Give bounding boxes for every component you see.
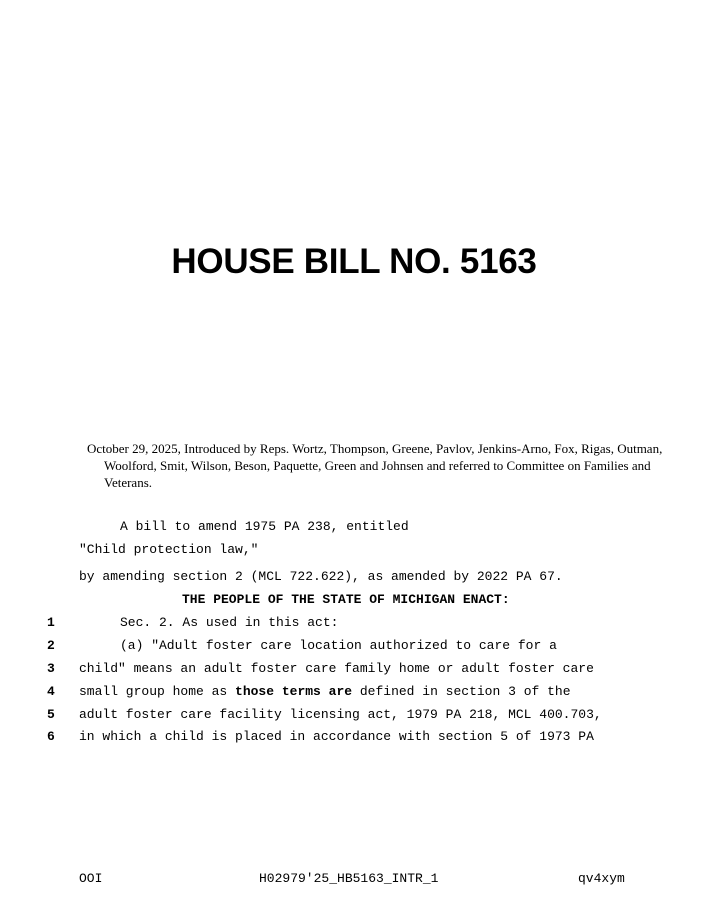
amended-text-insertion: those terms are [235,684,353,699]
bill-line-2: (a) "Adult foster care location authorized to care for a [120,638,557,653]
introduction-statement: October 29, 2025, Introduced by Reps. Wortz, Thompson, Greene, Pavlov, Jenkins-Arno, Fox, Rigas, Outman, Woolford, Smit, Wilson, Beson, Paquette, Green and Johnsen and referred to Committee on Families and Veterans. [87,441,663,490]
bill-line-1: Sec. 2. As used in this act: [120,615,339,630]
line-number: 1 [47,615,55,630]
line-number: 3 [47,661,55,676]
line-4-text-start: small group home as [79,684,236,699]
bill-line-6: in which a child is placed in accordance with section 5 of 1973 PA [79,729,594,744]
preamble-line-3: by amending section 2 (MCL 722.622), as amended by 2022 PA 67. [79,569,563,584]
bill-line-5: adult foster care facility licensing act, 1979 PA 218, MCL 400.703, [79,707,602,722]
footer-left-code: OOI [79,871,103,886]
bill-title: HOUSE BILL NO. 5163 [171,242,537,281]
footer-right-code: qv4xym [578,871,625,886]
preamble-line-2: "Child protection law," [79,542,259,557]
line-number: 5 [47,707,55,722]
line-4-text-end: defined in section 3 of the [352,684,571,699]
line-number: 6 [47,729,55,744]
enacting-clause: THE PEOPLE OF THE STATE OF MICHIGAN ENACT: [182,592,510,607]
footer-document-id: H02979'25_HB5163_INTR_1 [259,871,439,886]
line-number: 4 [47,684,55,699]
bill-line-4 [79,684,571,699]
preamble-line-1: A bill to amend 1975 PA 238, entitled [120,519,409,534]
bill-line-3: child" means an adult foster care family home or adult foster care [79,661,594,676]
line-number: 2 [47,638,55,653]
